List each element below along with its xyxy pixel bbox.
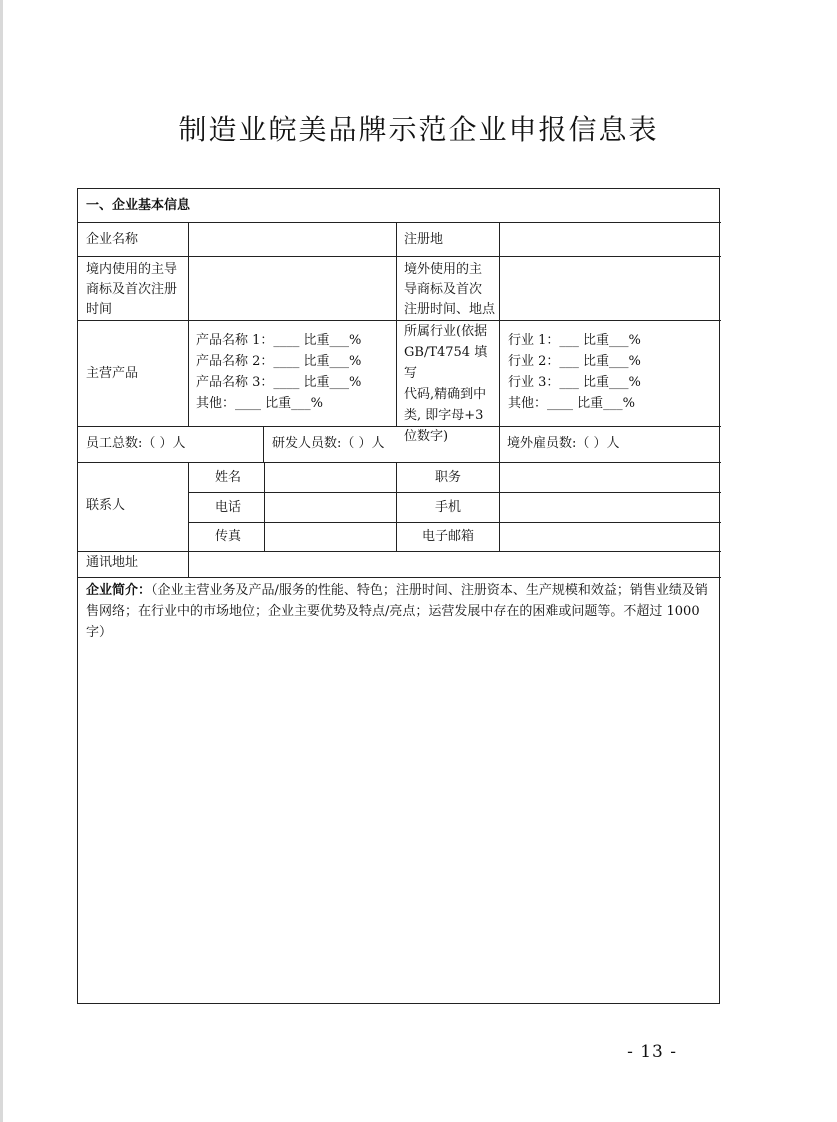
label-line: 位数字) [404,429,449,444]
section-heading: 一、企业基本信息 [86,198,191,213]
label-line: GB/T4754 填写 [404,345,488,381]
phone-label: 电话 [215,500,242,515]
label-line: 代码,精确到中 [404,387,487,402]
name-label: 姓名 [215,470,242,485]
intro-heading: 企业简介： [86,583,152,598]
address-label: 通讯地址 [86,555,139,570]
industry-line: 行业 1：___ 比重___% [508,333,641,348]
main-products-label: 主营产品 [86,366,139,381]
products-list[interactable] [196,330,394,414]
label-line: 类, 即字母+3 [404,408,484,423]
company-name-label: 企业名称 [86,232,139,247]
industry-line: 行业 3：___ 比重___% [508,375,641,390]
name-field[interactable] [265,463,395,492]
label-line: 境内使用的主导 [86,262,178,277]
industry-label [404,321,500,447]
email-label: 电子邮箱 [422,529,475,544]
document-title: 制造业皖美品牌示范企业申报信息表 [178,113,659,146]
position-field[interactable] [500,463,720,492]
reg-place-label: 注册地 [404,232,444,247]
address-field[interactable] [189,552,720,577]
col-line [396,222,397,426]
position-label: 职务 [435,470,462,485]
label-line: 境外使用的主 [404,262,483,277]
label-line: 导商标及首次 [404,282,483,297]
contact-label: 联系人 [86,498,126,513]
rd-staff-count[interactable]: 研发人员数:（ ）人 [272,436,385,451]
mobile-label: 手机 [435,500,462,515]
product-line: 产品名称 3：____ 比重___% [196,375,362,390]
foreign-trademark-field[interactable] [500,257,720,320]
product-line: 产品名称 2：____ 比重___% [196,354,362,369]
label-line: 商标及首次注册 [86,282,178,297]
company-intro[interactable] [86,580,714,643]
industries-list[interactable] [508,330,718,414]
overseas-staff-count[interactable]: 境外雇员数:（ ）人 [507,436,620,451]
label-line: 所属行业(依据 [404,324,488,339]
email-field[interactable] [500,523,720,551]
fax-field[interactable] [265,523,395,551]
company-name-field[interactable] [189,223,395,256]
domestic-trademark-label [86,260,186,320]
foreign-trademark-label [404,260,500,320]
industry-line: 行业 2：___ 比重___% [508,354,641,369]
row-line [78,577,721,578]
product-line: 其他：____ 比重___% [196,396,323,411]
info-form-table [77,188,720,1004]
industry-line: 其他：____ 比重___% [508,396,635,411]
domestic-trademark-field[interactable] [189,257,395,320]
page-number: - 13 - [627,1042,677,1062]
row-line [78,426,721,427]
reg-place-field[interactable] [500,223,720,256]
fax-label: 传真 [215,529,242,544]
row-line [78,320,721,321]
intro-instructions: （企业主营业务及产品/服务的性能、特色；注册时间、注册资本、生产规模和效益；销售业绩及销售网络；在行业中的市场地位；企业主要优势及特点/亮点；运营发展中存在的困难或问题等。不超过 1000 字） [86,583,708,640]
col-line [263,426,264,462]
label-line: 注册时间、地点 [404,302,496,317]
product-line: 产品名称 1：____ 比重___% [196,333,362,348]
phone-field[interactable] [265,493,395,522]
col-line [396,462,397,551]
employees-total[interactable]: 员工总数:（ ）人 [86,436,186,451]
page-edge [0,0,3,1122]
mobile-field[interactable] [500,493,720,522]
label-line: 时间 [86,302,113,317]
